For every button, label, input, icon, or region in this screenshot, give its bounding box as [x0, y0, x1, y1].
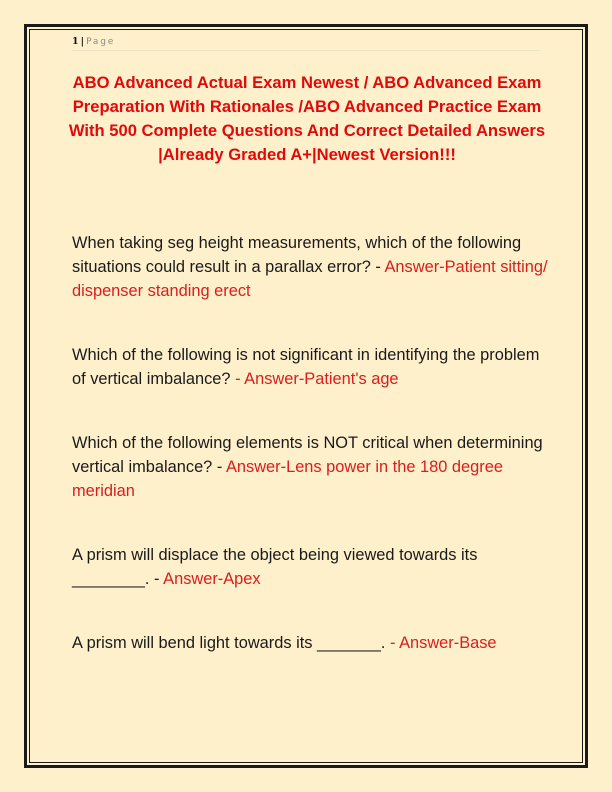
- question-text: A prism will bend light towards its _______.: [72, 634, 390, 652]
- qa-item: [72, 231, 552, 303]
- page-number: 1: [72, 36, 79, 47]
- question-text: Which of the following is not significant in identifying the problem of vertical imbalance?: [72, 346, 540, 388]
- page-separator: |: [80, 36, 85, 47]
- qa-item: [72, 631, 552, 655]
- question-text: When taking seg height measurements, which of the following situations could result in a parallax error? -: [72, 234, 522, 276]
- answer-text: - Answer-Base: [389, 634, 497, 652]
- answer-text: - Answer-Patient's age: [235, 370, 399, 388]
- page-header: [72, 36, 540, 51]
- answer-text: Answer-Patient sitting/ dispenser standing erect: [72, 258, 548, 300]
- page-label: Page: [86, 37, 116, 47]
- qa-item: [72, 343, 552, 391]
- question-text: A prism will displace the object being viewed towards its ________. -: [72, 546, 478, 588]
- document-title: ABO Advanced Actual Exam Newest / ABO Advanced Exam Preparation With Rationales /ABO Advanced Practice Exam With 500 Complete Questions And Correct Detailed Answers |Already Graded A+|Newest Version!!!: [68, 73, 546, 164]
- qa-item: [72, 431, 552, 503]
- question-text: Which of the following elements is NOT critical when determining vertical imbalance? -: [72, 434, 543, 476]
- answer-text: Answer-Apex: [163, 570, 261, 588]
- answer-text: Answer-Lens power in the 180 degree meridian: [72, 458, 503, 500]
- qa-item: [72, 543, 552, 591]
